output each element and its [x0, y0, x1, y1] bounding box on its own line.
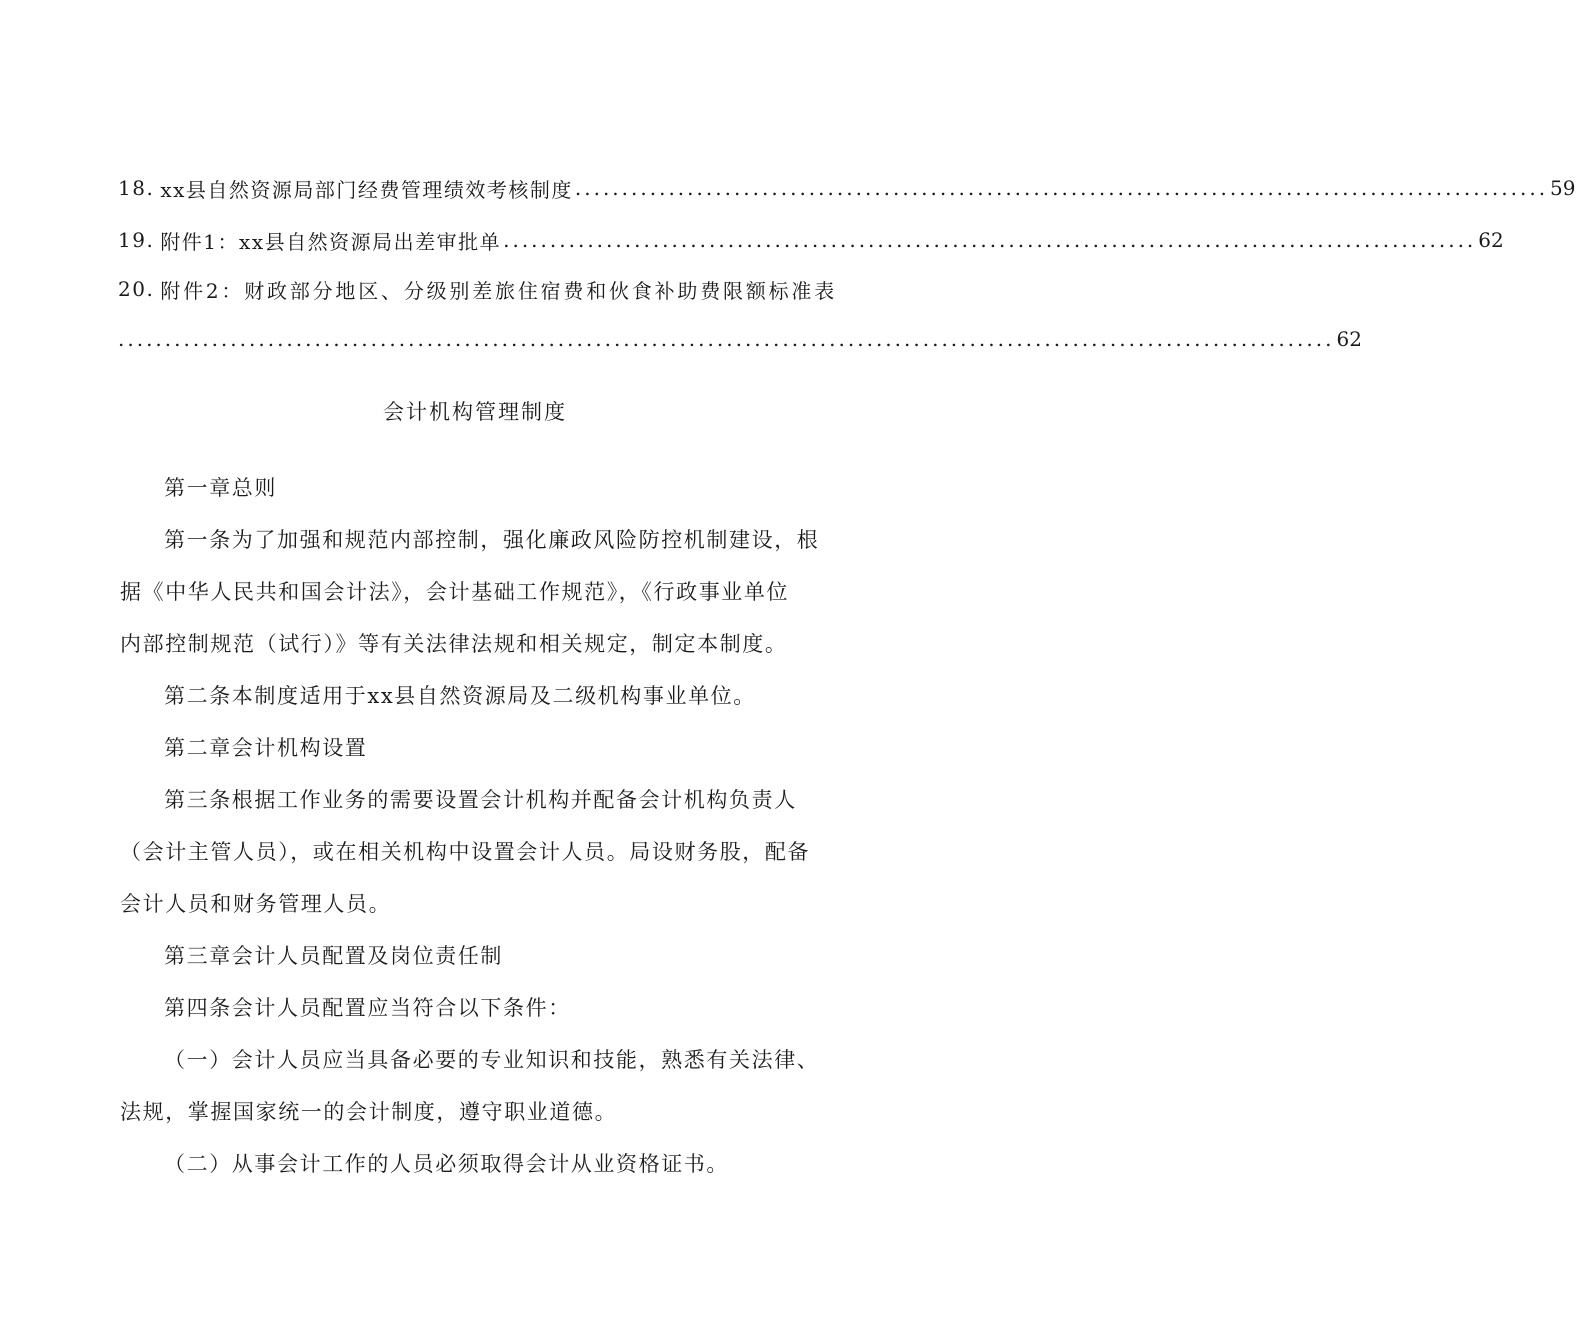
toc-title: 附件2：财政部分地区、分级别差旅住宿费和伙食补助费限额标准表 [160, 278, 838, 303]
item-2-text: （二）从事会计工作的人员必须取得会计从业资格证书。 [164, 1152, 729, 1176]
article-3-line-1: 第三条根据工作业务的需要设置会计机构并配备会计机构负责人 [164, 788, 797, 812]
article-1-line-3: 内部控制规范（试行）》等有关法律法规和相关规定，制定本制度。 [120, 632, 788, 656]
article-4-paragraph [120, 982, 832, 1034]
toc-entry-19[interactable] [118, 225, 1504, 255]
article-1-continuation [120, 566, 832, 670]
toc-entry-20-continuation[interactable] [118, 324, 1362, 354]
article-1-paragraph [120, 514, 832, 566]
toc-entry-20[interactable] [118, 274, 838, 304]
chapter-heading-2 [120, 722, 832, 774]
article-3-line-3: 会计人员和财务管理人员。 [120, 892, 392, 916]
article-1-line-1: 第一条为了加强和规范内部控制，强化廉政风险防控机制建设，根 [164, 528, 820, 552]
toc-page-number: 59 [1550, 176, 1576, 200]
toc-title: 附件1：xx县自然资源局出差审批单 [160, 229, 502, 254]
article-3-continuation [120, 826, 832, 930]
chapter-heading-text: 第三章会计人员配置及岗位责任制 [164, 944, 503, 968]
chapter-heading-3 [120, 930, 832, 982]
chapter-heading-text: 第二章会计机构设置 [164, 736, 368, 760]
item-1-paragraph [120, 1034, 832, 1086]
toc-page-number: 62 [1478, 228, 1504, 252]
article-2-paragraph [120, 670, 832, 722]
toc-title: xx县自然资源局部门经费管理绩效考核制度 [160, 177, 573, 202]
article-2-text: 第二条本制度适用于xx县自然资源局及二级机构事业单位。 [164, 684, 756, 708]
item-1-continuation [120, 1086, 832, 1138]
toc-page-number: 62 [1336, 327, 1362, 351]
item-1-line-1: （一）会计人员应当具备必要的专业知识和技能，熟悉有关法律、 [164, 1048, 820, 1072]
chapter-heading-text: 第一章总则 [164, 476, 277, 500]
toc-number: 18. [118, 176, 155, 200]
article-4-text: 第四条会计人员配置应当符合以下条件： [164, 996, 571, 1020]
chapter-heading-1 [120, 462, 832, 514]
article-1-line-2: 据《中华人民共和国会计法》，会计基础工作规范》，《行政事业单位 [120, 580, 790, 604]
toc-entry-18[interactable] [118, 173, 1576, 203]
toc-leader-dots: .................................................................................................................................. [118, 327, 1335, 351]
item-2-paragraph [120, 1138, 832, 1190]
toc-leader-dots: ........................................................................................................ [503, 228, 1477, 252]
article-3-paragraph [120, 774, 832, 826]
document-title: 会计机构管理制度 [383, 400, 567, 424]
toc-number: 20. [118, 277, 155, 301]
article-3-line-2: （会计主管人员），或在相关机构中设置会计人员。局设财务股，配备 [120, 840, 811, 864]
item-1-line-2: 法规，掌握国家统一的会计制度，遵守职业道德。 [120, 1100, 618, 1124]
toc-number: 19. [118, 228, 155, 252]
toc-leader-dots: ........................................................................................................ [574, 176, 1549, 200]
